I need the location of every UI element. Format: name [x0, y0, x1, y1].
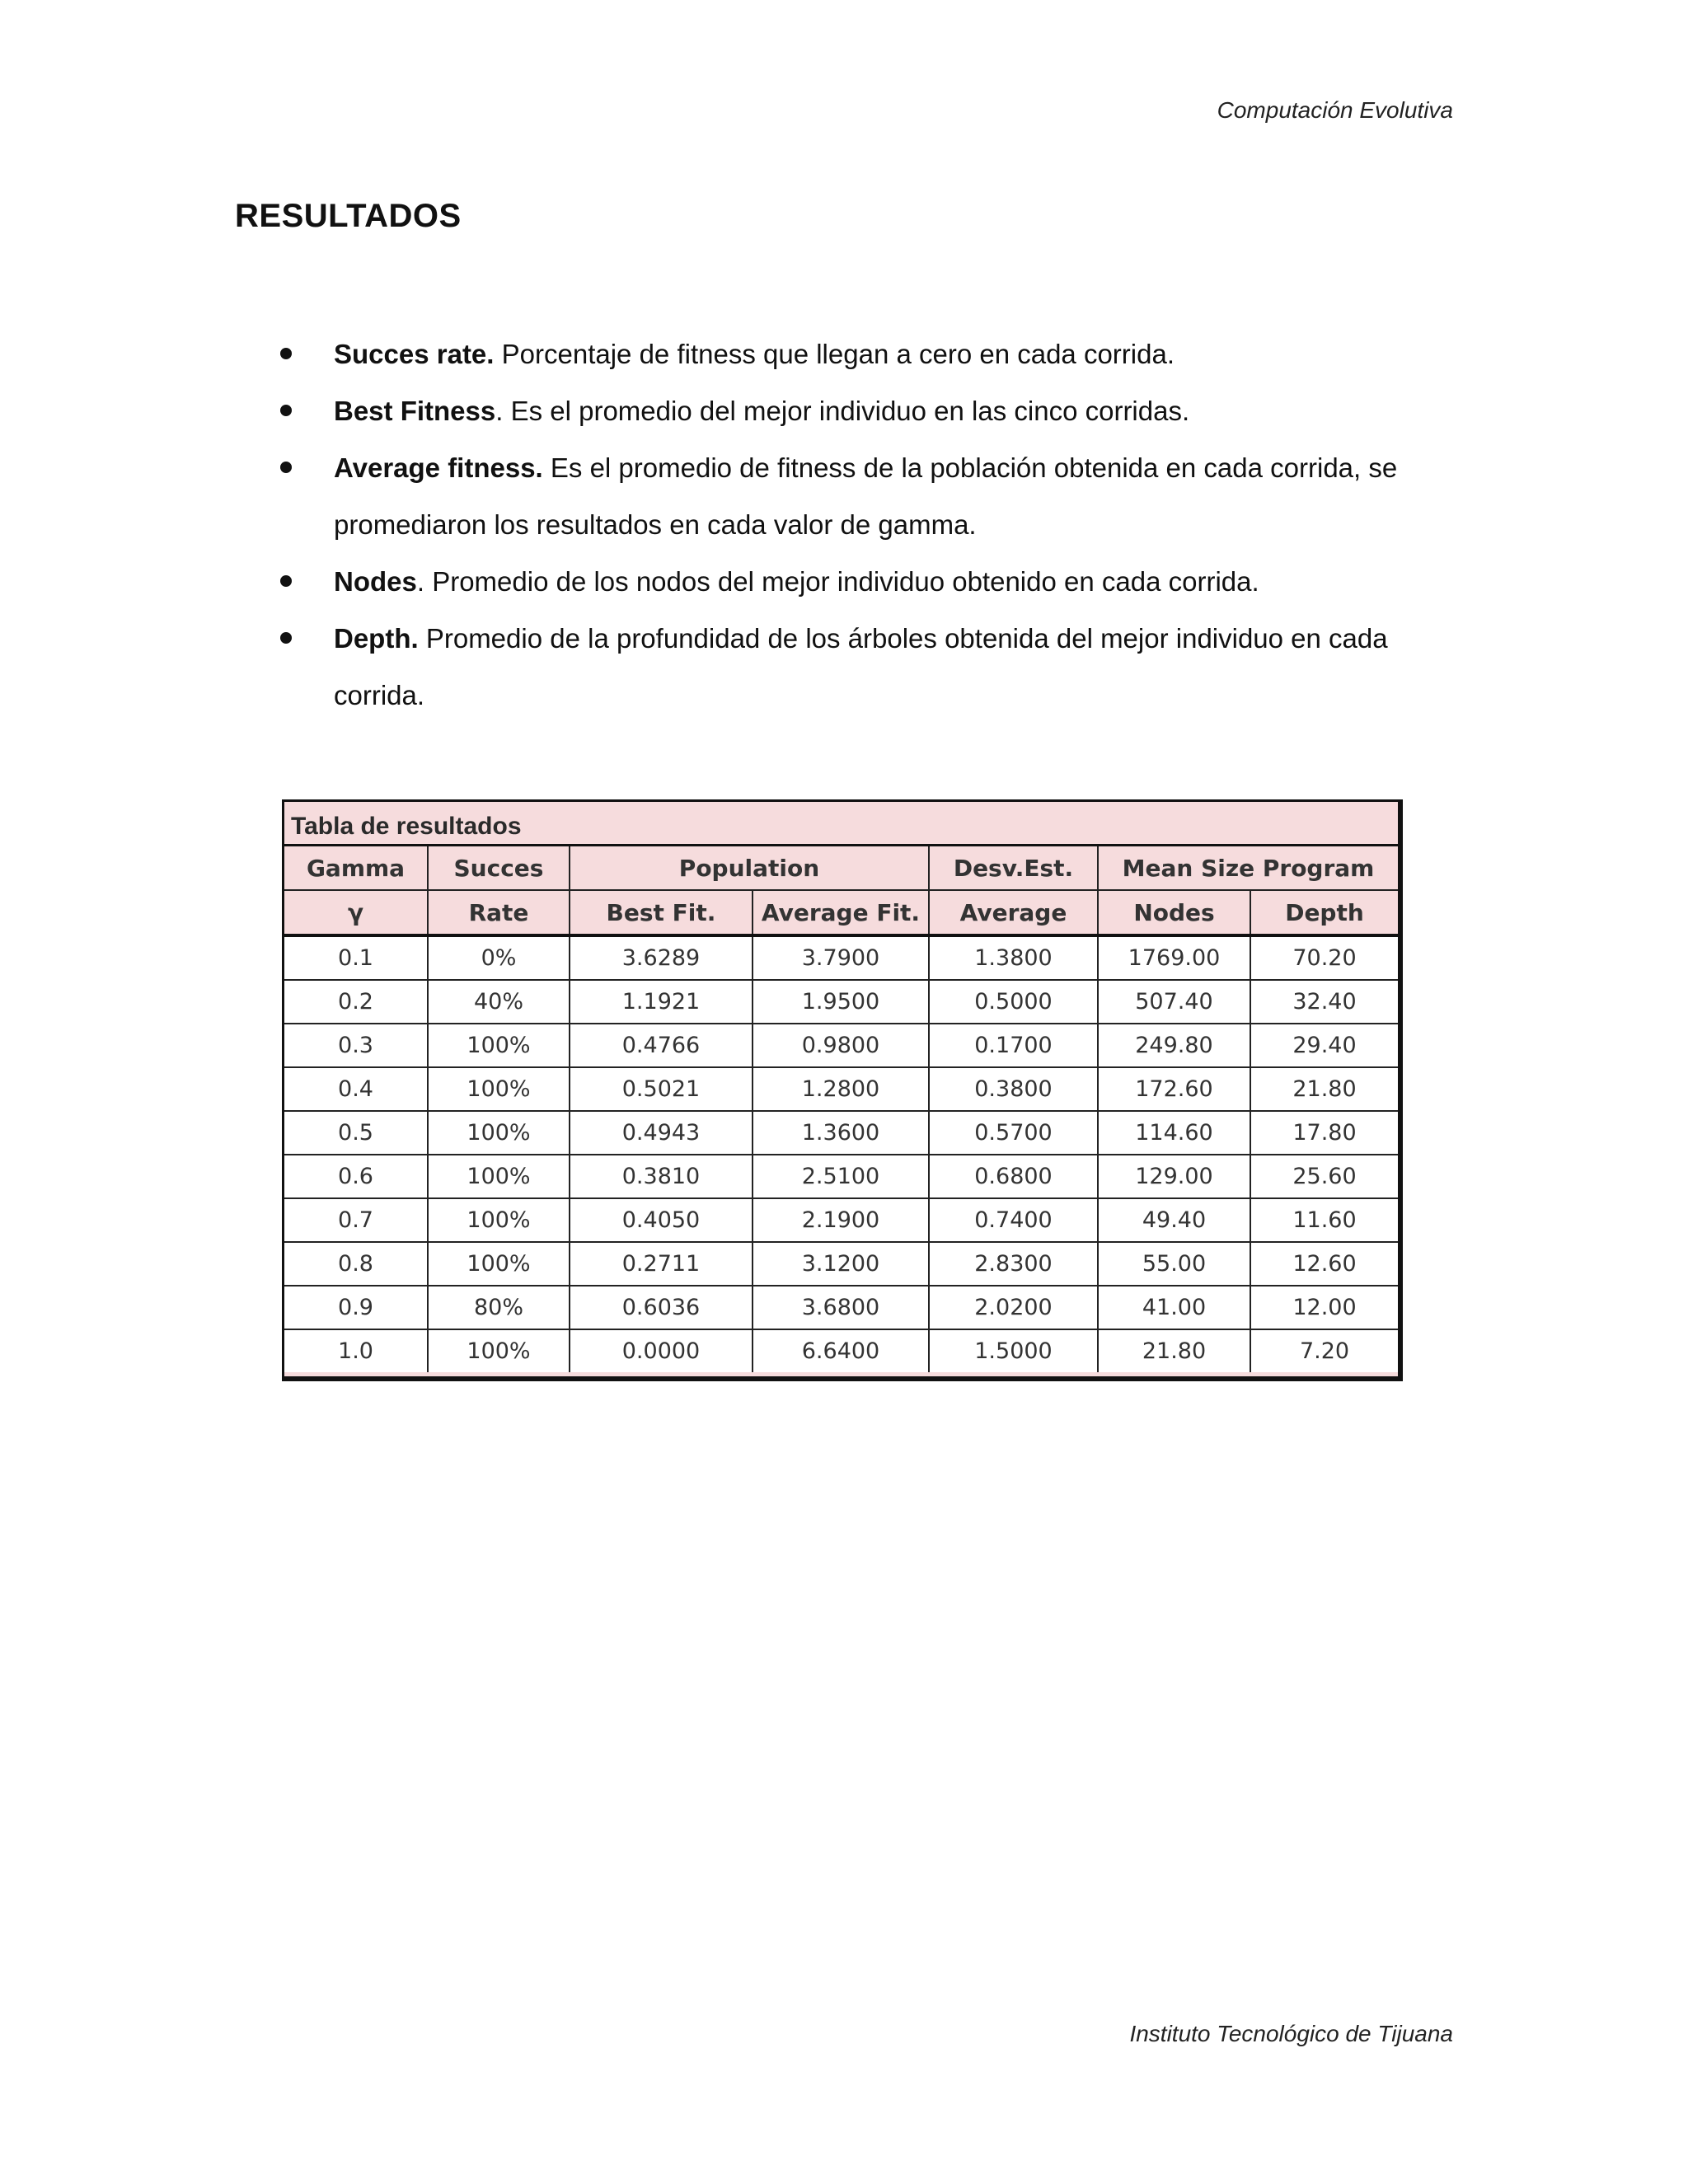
definition-text: . Es el promedio del mejor individuo en las cinco corridas.: [495, 396, 1190, 426]
cell-nodes: 129.00: [1098, 1155, 1250, 1198]
definitions-list: [280, 326, 1451, 724]
cell-succes-rate: 100%: [428, 1198, 570, 1242]
cell-nodes: 55.00: [1098, 1242, 1250, 1286]
cell-desv-average: 0.5700: [929, 1111, 1098, 1155]
cell-best-fit: 0.4943: [570, 1111, 753, 1155]
cell-best-fit: 0.4050: [570, 1198, 753, 1242]
cell-depth: 11.60: [1250, 1198, 1398, 1242]
cell-best-fit: 0.3810: [570, 1155, 753, 1198]
cell-nodes: 249.80: [1098, 1024, 1250, 1067]
cell-best-fit: 0.4766: [570, 1024, 753, 1067]
definition-term: Best Fitness: [334, 396, 496, 426]
cell-gamma: 0.9: [284, 1286, 428, 1329]
definition-term: Succes rate.: [334, 339, 495, 369]
list-item: [280, 439, 1451, 553]
cell-succes-rate: 100%: [428, 1155, 570, 1198]
header-desv-est: Desv.Est.: [929, 846, 1098, 890]
table-body: [284, 935, 1398, 1372]
cell-desv-average: 1.5000: [929, 1329, 1098, 1372]
cell-desv-average: 0.5000: [929, 980, 1098, 1024]
cell-gamma: 0.8: [284, 1242, 428, 1286]
table-row: [284, 1024, 1398, 1067]
definition-term: Nodes: [334, 566, 417, 597]
cell-average-fit: 2.5100: [753, 1155, 929, 1198]
definition-text: . Promedio de los nodos del mejor individuo obtenido en cada corrida.: [416, 566, 1259, 597]
header-population: Population: [570, 846, 929, 890]
header-average: Average: [929, 890, 1098, 935]
cell-average-fit: 2.1900: [753, 1198, 929, 1242]
cell-nodes: 507.40: [1098, 980, 1250, 1024]
table-row: [284, 1155, 1398, 1198]
section-title: RESULTADOS: [235, 198, 462, 234]
bullet-icon: [280, 405, 292, 416]
cell-gamma: 0.1: [284, 935, 428, 980]
page-header: Computación Evolutiva: [1217, 97, 1453, 123]
results-table: [282, 799, 1403, 1381]
header-gamma-symbol: γ: [284, 890, 428, 935]
cell-average-fit: 6.6400: [753, 1329, 929, 1372]
header-succes: Succes: [428, 846, 570, 890]
table-row: [284, 1329, 1398, 1372]
cell-desv-average: 0.1700: [929, 1024, 1098, 1067]
list-item: [280, 326, 1451, 382]
header-depth: Depth: [1250, 890, 1398, 935]
cell-best-fit: 3.6289: [570, 935, 753, 980]
cell-desv-average: 2.8300: [929, 1242, 1098, 1286]
cell-desv-average: 0.7400: [929, 1198, 1098, 1242]
header-nodes: Nodes: [1098, 890, 1250, 935]
cell-succes-rate: 100%: [428, 1111, 570, 1155]
cell-average-fit: 0.9800: [753, 1024, 929, 1067]
bullet-icon: [280, 462, 292, 473]
cell-depth: 12.00: [1250, 1286, 1398, 1329]
cell-depth: 32.40: [1250, 980, 1398, 1024]
cell-depth: 25.60: [1250, 1155, 1398, 1198]
cell-depth: 17.80: [1250, 1111, 1398, 1155]
cell-best-fit: 0.2711: [570, 1242, 753, 1286]
list-item: [280, 382, 1451, 439]
cell-gamma: 0.5: [284, 1111, 428, 1155]
table-row: [284, 1067, 1398, 1111]
cell-average-fit: 3.6800: [753, 1286, 929, 1329]
table-row: [284, 935, 1398, 980]
bullet-icon: [280, 348, 292, 359]
cell-nodes: 41.00: [1098, 1286, 1250, 1329]
cell-nodes: 172.60: [1098, 1067, 1250, 1111]
cell-succes-rate: 100%: [428, 1329, 570, 1372]
table-row: [284, 980, 1398, 1024]
table-row: [284, 1286, 1398, 1329]
cell-desv-average: 2.0200: [929, 1286, 1098, 1329]
cell-depth: 70.20: [1250, 935, 1398, 980]
header-best-fit: Best Fit.: [570, 890, 753, 935]
definition-term: Average fitness.: [334, 452, 543, 483]
cell-succes-rate: 0%: [428, 935, 570, 980]
header-gamma: Gamma: [284, 846, 428, 890]
cell-gamma: 0.4: [284, 1067, 428, 1111]
header-average-fit: Average Fit.: [753, 890, 929, 935]
cell-average-fit: 1.2800: [753, 1067, 929, 1111]
cell-best-fit: 1.1921: [570, 980, 753, 1024]
cell-desv-average: 1.3800: [929, 935, 1098, 980]
cell-gamma: 0.6: [284, 1155, 428, 1198]
cell-nodes: 21.80: [1098, 1329, 1250, 1372]
cell-nodes: 1769.00: [1098, 935, 1250, 980]
cell-average-fit: 1.9500: [753, 980, 929, 1024]
cell-best-fit: 0.6036: [570, 1286, 753, 1329]
cell-depth: 29.40: [1250, 1024, 1398, 1067]
cell-desv-average: 0.6800: [929, 1155, 1098, 1198]
table-row: [284, 1198, 1398, 1242]
cell-desv-average: 0.3800: [929, 1067, 1098, 1111]
cell-depth: 21.80: [1250, 1067, 1398, 1111]
header-row-columns: [284, 890, 1398, 935]
definition-term: Depth.: [334, 623, 419, 654]
header-rate: Rate: [428, 890, 570, 935]
list-item: [280, 553, 1451, 610]
cell-succes-rate: 80%: [428, 1286, 570, 1329]
cell-nodes: 114.60: [1098, 1111, 1250, 1155]
results-grid: [284, 846, 1398, 1372]
list-item: [280, 610, 1451, 724]
cell-best-fit: 0.5021: [570, 1067, 753, 1111]
table-row: [284, 1242, 1398, 1286]
header-mean-size-program: Mean Size Program: [1098, 846, 1398, 890]
table-row: [284, 1111, 1398, 1155]
table-title: Tabla de resultados: [284, 802, 1398, 846]
header-row-groups: [284, 846, 1398, 890]
cell-average-fit: 3.1200: [753, 1242, 929, 1286]
cell-best-fit: 0.0000: [570, 1329, 753, 1372]
cell-succes-rate: 100%: [428, 1024, 570, 1067]
cell-nodes: 49.40: [1098, 1198, 1250, 1242]
bullet-icon: [280, 632, 292, 644]
page-footer: Instituto Tecnológico de Tijuana: [1129, 2021, 1453, 2046]
cell-succes-rate: 100%: [428, 1242, 570, 1286]
cell-succes-rate: 100%: [428, 1067, 570, 1111]
cell-gamma: 0.2: [284, 980, 428, 1024]
cell-depth: 7.20: [1250, 1329, 1398, 1372]
cell-gamma: 0.7: [284, 1198, 428, 1242]
definition-text: Es el promedio de fitness de la población obtenida en cada corrida, se promediaron los resultados en cada valor de gamma.: [334, 452, 1398, 540]
cell-average-fit: 1.3600: [753, 1111, 929, 1155]
definition-text: Porcentaje de fitness que llegan a cero en cada corrida.: [494, 339, 1175, 369]
cell-average-fit: 3.7900: [753, 935, 929, 980]
bullet-icon: [280, 575, 292, 587]
cell-gamma: 1.0: [284, 1329, 428, 1372]
cell-gamma: 0.3: [284, 1024, 428, 1067]
cell-succes-rate: 40%: [428, 980, 570, 1024]
cell-depth: 12.60: [1250, 1242, 1398, 1286]
definition-text: Promedio de la profundidad de los árboles obtenida del mejor individuo en cada corrida.: [334, 623, 1388, 710]
